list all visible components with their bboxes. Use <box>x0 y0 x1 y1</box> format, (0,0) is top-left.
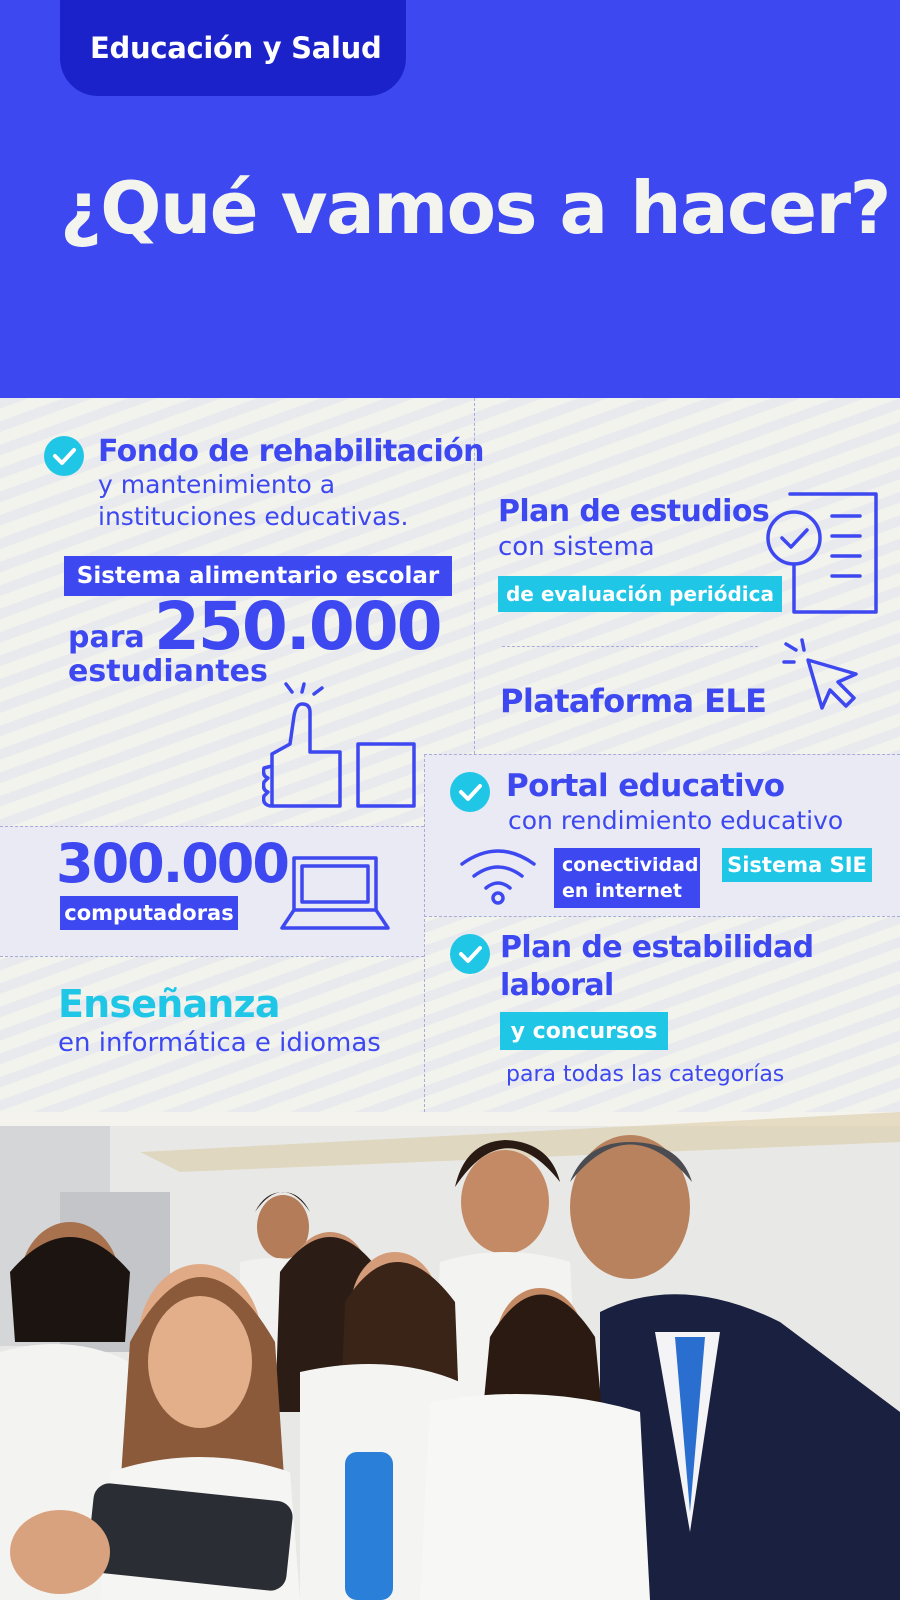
alimentario-number: 250.000 <box>154 588 441 665</box>
document-check-icon <box>764 492 880 618</box>
plan-estudios-tag: de evaluación periódica <box>498 576 782 612</box>
estabilidad-title-line1: Plan de estabilidad <box>500 930 814 965</box>
divider <box>424 754 900 755</box>
check-icon <box>44 436 84 476</box>
fondo-line2: instituciones educativas. <box>98 502 409 531</box>
header-banner <box>0 0 900 398</box>
check-icon <box>450 934 490 974</box>
fondo-title: Fondo de rehabilitación <box>98 434 484 469</box>
conectividad-tag <box>554 848 700 908</box>
portal-line1: con rendimiento educativo <box>508 806 844 835</box>
divider <box>0 826 424 827</box>
sistema-sie-tag: Sistema SIE <box>722 848 872 882</box>
wifi-icon <box>458 846 538 906</box>
plataforma-title: Plataforma ELE <box>500 682 767 720</box>
photo-illustration <box>0 1112 900 1600</box>
ensenanza-line1: en informática e idiomas <box>58 1028 381 1058</box>
page-title: ¿Qué vamos a hacer? <box>60 166 890 250</box>
estabilidad-title-line2: laboral <box>500 968 614 1003</box>
check-icon <box>450 772 490 812</box>
ensenanza-title: Enseñanza <box>58 982 280 1026</box>
portal-title: Portal educativo <box>506 768 785 804</box>
computadoras-number: 300.000 <box>56 832 288 895</box>
conectividad-line1: conectividad <box>562 854 699 876</box>
alimentario-unit: estudiantes <box>68 654 268 689</box>
conectividad-line2: en internet <box>562 880 682 902</box>
category-tab <box>60 0 406 96</box>
alimentario-para: para <box>68 620 145 655</box>
category-tab-label: Educación y Salud <box>90 31 382 65</box>
thumbs-up-icon <box>262 682 422 812</box>
divider <box>502 646 758 647</box>
divider <box>0 956 424 957</box>
plan-estudios-title: Plan de estudios <box>498 494 770 529</box>
fondo-line1: y mantenimiento a <box>98 470 336 499</box>
computadoras-tag: computadoras <box>60 896 238 930</box>
concursos-tag: y concursos <box>500 1012 668 1050</box>
alimentario-tag: Sistema alimentario escolar <box>64 556 452 596</box>
plan-estudios-line1: con sistema <box>498 532 655 562</box>
estabilidad-line1: para todas las categorías <box>506 1062 785 1087</box>
students-selfie-photo <box>0 1112 900 1600</box>
divider <box>424 754 425 1112</box>
cursor-click-icon <box>782 638 862 714</box>
laptop-icon <box>280 856 390 932</box>
infographic-content <box>0 398 900 1112</box>
divider <box>424 916 900 917</box>
